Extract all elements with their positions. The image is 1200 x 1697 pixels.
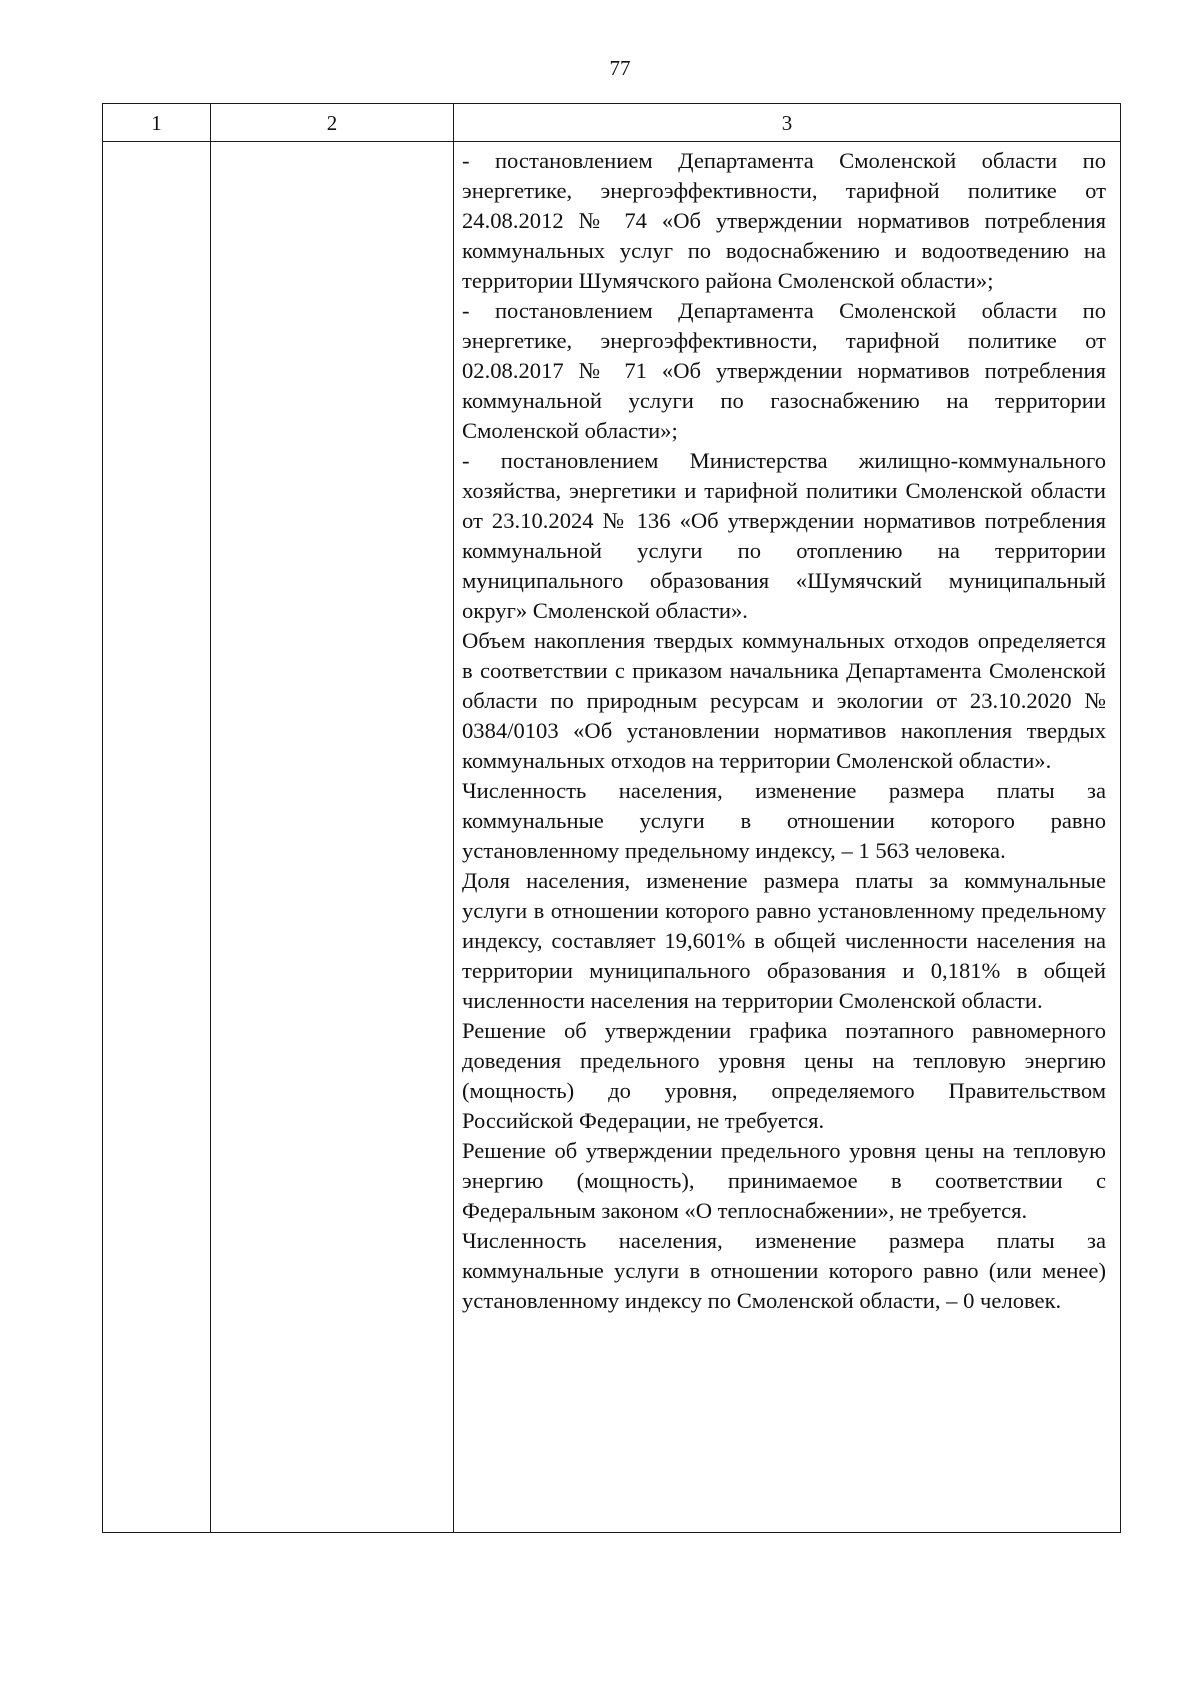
document-table: [102, 103, 1121, 1533]
column-header-2: 2: [211, 104, 454, 142]
column-1-cell: [103, 142, 211, 1533]
paragraph-price-level-decision: Решение об утверждении предельного уровня цены на тепловую энергию (мощность), принимаемое в соответствии с Федеральным законом «О теплоснабжении», не требуется.: [462, 1138, 1106, 1223]
column-header-1: 1: [103, 104, 211, 142]
paragraph-population-count: Численность населения, изменение размера платы за коммунальные услуги в отношении которого равно установленному предельному индексу, – 1 563 человека.: [462, 778, 1106, 863]
paragraph-population-share: Доля населения, изменение размера платы за коммунальные услуги в отношении которого равно установленному предельному индексу, составляет 19,601% в общей численности населения на территории муниципального образования и 0,181% в общей численности населения на территории Смоленской области.: [462, 868, 1106, 1013]
paragraph-waste-volume: Объем накопления твердых коммунальных отходов определяется в соответствии с приказом начальника Департамента Смоленской области по природным ресурсам и экологии от 23.10.2020 № 0384/0103 «Об установлении нормативов накопления твердых коммунальных отходов на территории Смоленской области».: [462, 628, 1106, 773]
column-2-cell: [211, 142, 454, 1533]
page-number: 77: [609, 56, 631, 80]
paragraph-resolution-water: - постановлением Департамента Смоленской области по энергетике, энергоэффективности, тарифной политике от 24.08.2012 № 74 «Об утверждении нормативов потребления коммунальных услуг по водоснабжению и водоотведению на территории Шумячского района Смоленской области»;: [462, 148, 1106, 293]
paragraph-resolution-heating: - постановлением Министерства жилищно-коммунального хозяйства, энергетики и тарифной политики Смоленской области от 23.10.2024 № 136 «Об утверждении нормативов потребления коммунальной услуги по отоплению на территории муниципального образования «Шумячский муниципальный округ» Смоленской области».: [462, 448, 1106, 623]
column-header-3: 3: [454, 104, 1121, 142]
table-row: [103, 142, 1121, 1533]
paragraph-population-index: Численность населения, изменение размера платы за коммунальные услуги в отношении которого равно (или менее) установленному индексу по Смоленской области, – 0 человек.: [462, 1228, 1106, 1313]
paragraph-price-schedule-decision: Решение об утверждении графика поэтапного равномерного доведения предельного уровня цены на тепловую энергию (мощность) до уровня, определяемого Правительством Российской Федерации, не требуется.: [462, 1018, 1106, 1133]
table-header-row: [103, 104, 1121, 142]
column-3-cell: [454, 142, 1121, 1533]
paragraph-resolution-gas: - постановлением Департамента Смоленской области по энергетике, энергоэффективности, тарифной политике от 02.08.2017 № 71 «Об утверждении нормативов потребления коммунальной услуги по газоснабжению на территории Смоленской области»;: [462, 298, 1106, 443]
